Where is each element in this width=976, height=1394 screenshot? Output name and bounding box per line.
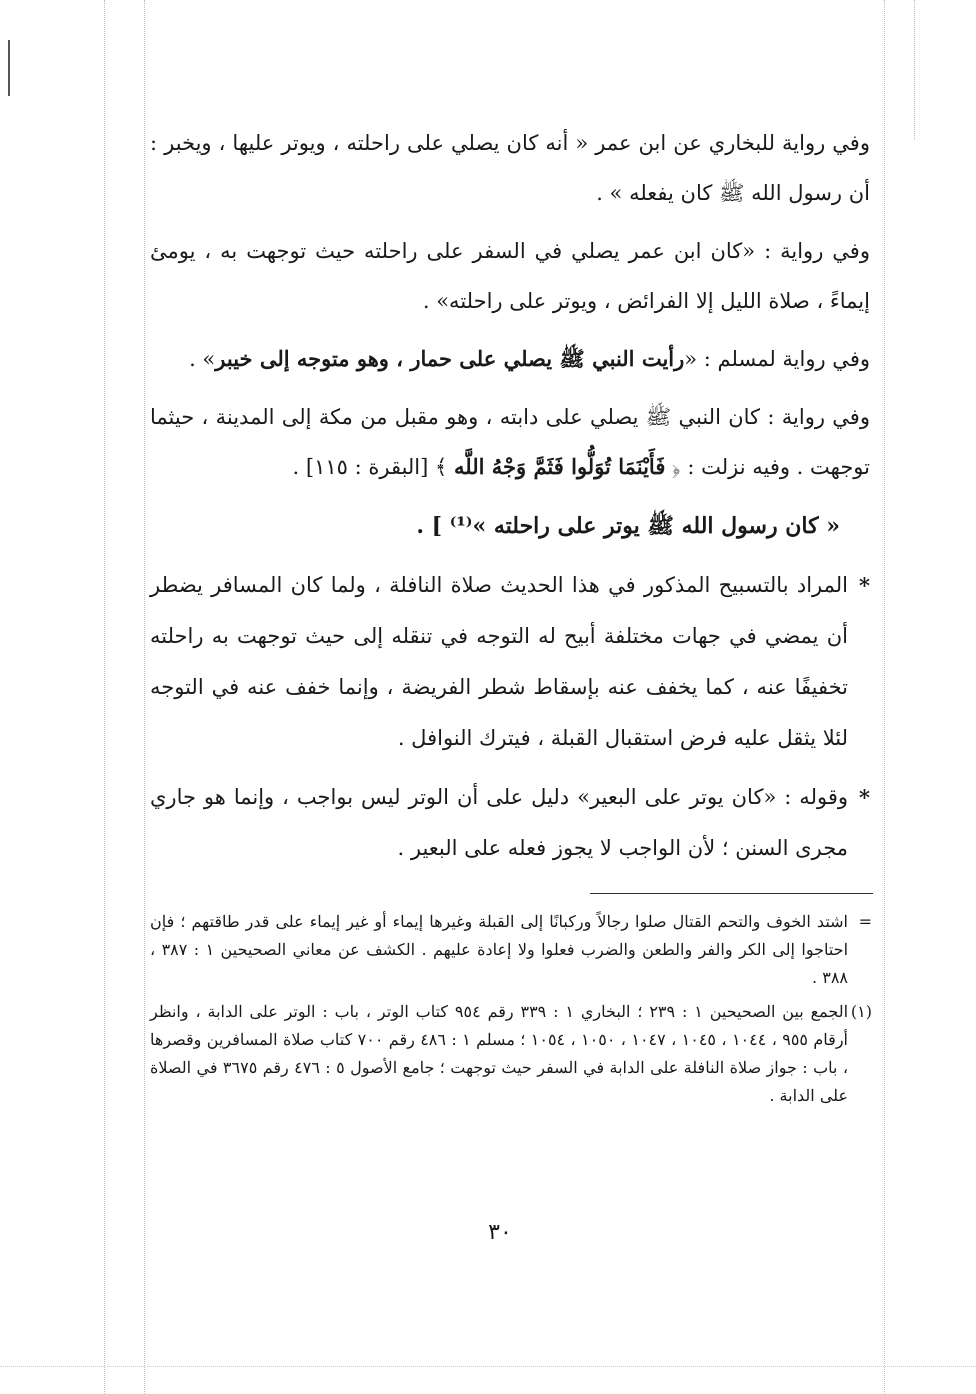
scan-dotted-line	[914, 0, 915, 140]
note-text: المراد بالتسبيح المذكور في هذا الحديث صلاة النافلة ، ولما كان المسافر يضطر أن يمضي في جهات مختلفة أبيح له التوجه في تنقله إلى حيث توجهت به راحلته تخفيفًا عنه ، كما يخفف عنه بإسقاط شطر الفريضة ، وإنما خفف عنه في التوجه لئلا يثقل عليه فرض استقبال القبلة ، فيترك النوافل .	[150, 573, 848, 750]
narration-paragraph	[150, 334, 870, 384]
note-text: وقوله : «كان يوتر على البعير» دليل على أن الوتر ليس بواجب ، وإنما هو جاري مجرى السنن ؛ لأن الواجب لا يجوز فعله على البعير .	[150, 785, 848, 860]
footnote	[150, 908, 872, 992]
footnote	[150, 998, 872, 1110]
paragraph-suffix: » .	[189, 347, 216, 371]
narration-paragraph	[150, 392, 870, 492]
scan-dotted-line	[0, 1366, 976, 1367]
narration-paragraph	[150, 118, 870, 218]
commentary-note	[150, 560, 870, 764]
commentary-note	[150, 772, 870, 874]
paragraph-text: وفي رواية : «كان ابن عمر يصلي في السفر على راحلته حيث توجهت به ، يومئ إيماءً ، صلاة الليل إلا الفرائض ، ويوتر على راحلته» .	[150, 239, 870, 313]
quran-verse: فَأَيْنَمَا تُوَلُّوا فَثَمَّ وَجْهُ اللَّه	[454, 454, 666, 479]
scan-dotted-line	[104, 0, 105, 1394]
scan-dotted-line	[144, 0, 145, 1394]
footnote-text: الجمع بين الصحيحين ١ : ٢٣٩ ؛ البخاري ١ : ٣٣٩ رقم ٩٥٤ كتاب الوتر ، باب : الوتر على الدابة ، وانظر أرقام ٩٥٥ ، ١٠٤٤ ، ١٠٤٥ ، ١٠٤٧ ، ١٠٥٠ ، ١٠٥٤ ؛ مسلم ١ : ٤٨٦ رقم ٧٠٠ كتاب صلاة المسافرين وقصرها ، باب : جواز صلاة النافلة على الدابة في السفر حيث توجهت ؛ جامع الأصول ٥ : ٤٧٦ رقم ٣٦٧٥ في الصلاة على الدابة .	[150, 1002, 849, 1105]
star-bullet-icon: *	[859, 785, 870, 810]
footnote-divider	[590, 893, 873, 894]
narration-paragraph	[150, 226, 870, 326]
footnote-text: اشتد الخوف والتحم القتال صلوا رجالاً وركبانًا إلى القبلة وغيرها إيماء أو غير إيماء على قدر طاقتهم ؛ فإن احتاجوا إلى الكر والفر والطعن والضرب فعلوا ولا إعادة عليهم . الكشف عن معاني الصحيحين ١ : ٣٨٧ ، ٣٨٨ .	[150, 912, 849, 987]
paragraph-suffix: ﴾ [البقرة : ١١٥] .	[292, 455, 454, 479]
scan-dotted-line	[884, 0, 885, 1394]
paragraph-prefix: وفي رواية : كان النبي ﷺ يصلي على دابته ، وهو مقبل من مكة إلى المدينة ، حيثما توجهت . وفيه نزلت : ﴿	[150, 405, 870, 479]
hadith-heading: « كان رسول الله ﷺ يوتر على راحلته »⁽¹⁾ ] .	[416, 513, 840, 539]
footnote-mark: =	[858, 912, 872, 931]
star-bullet-icon: *	[859, 573, 870, 598]
scan-edge-mark	[8, 40, 10, 96]
page-number: ٣٠	[488, 1220, 512, 1245]
footnote-mark: (١)	[850, 1002, 872, 1021]
paragraph-text: وفي رواية للبخاري عن ابن عمر « أنه كان يصلي على راحلته ، ويوتر عليها ، ويخبر : أن رسول الله ﷺ كان يفعله » .	[150, 131, 870, 205]
hadith-quote: رأيت النبي ﷺ يصلي على حمار ، وهو متوجه إلى خيبر	[215, 346, 685, 371]
page-body	[150, 118, 870, 882]
paragraph-prefix: وفي رواية لمسلم : «	[684, 347, 870, 371]
footnotes	[150, 908, 872, 1116]
